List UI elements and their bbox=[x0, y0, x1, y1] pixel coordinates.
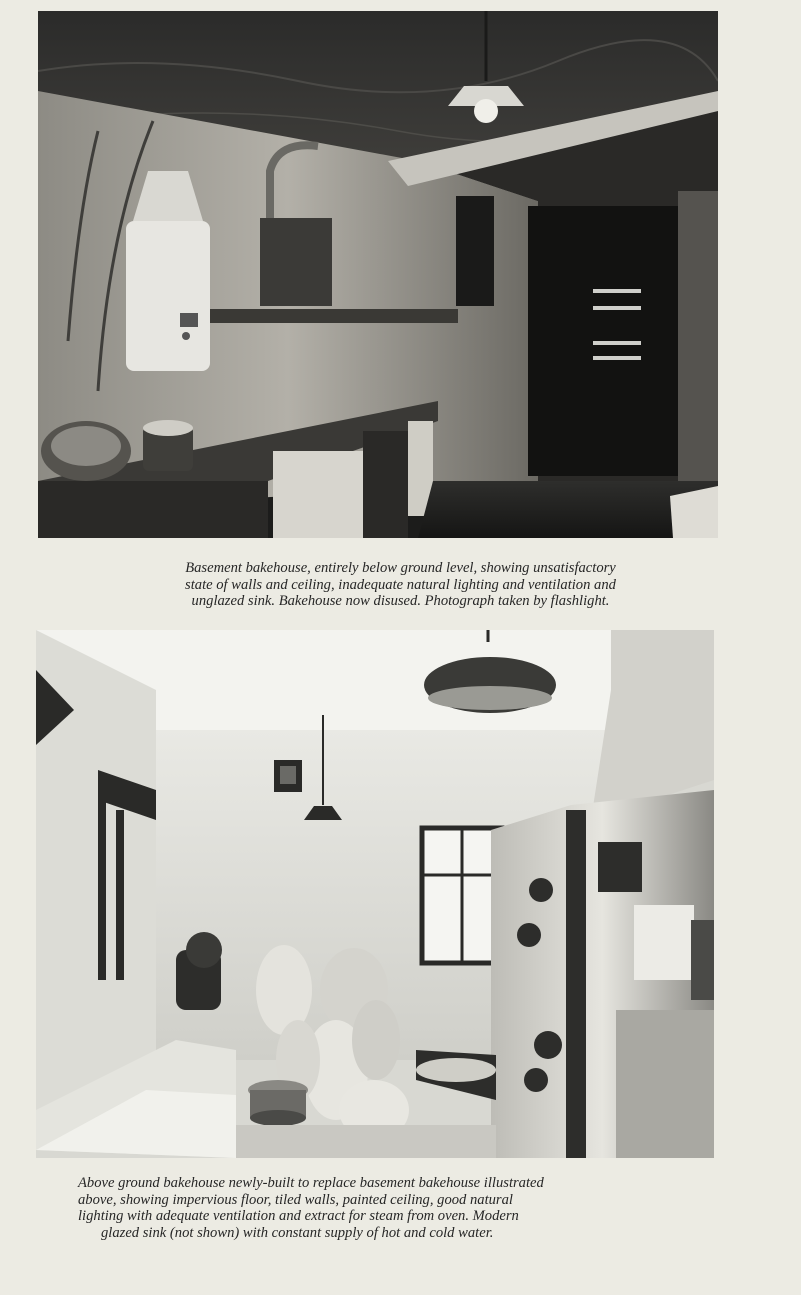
caption-line: lighting with adequate ventilation and extract for steam from oven. Modern bbox=[78, 1208, 519, 1224]
caption-line: unglazed sink. Bakehouse now disused. Photograph taken by flashlight. bbox=[191, 593, 610, 609]
caption-line: glazed sink (not shown) with constant supply of hot and cold water. bbox=[101, 1224, 494, 1241]
caption-line: above, showing impervious floor, tiled walls, painted ceiling, good natural bbox=[78, 1191, 513, 1208]
caption-line: Above ground bakehouse newly-built to replace basement bakehouse illustrated bbox=[78, 1175, 544, 1191]
basement-bakehouse-photo bbox=[38, 11, 718, 538]
caption-line: Basement bakehouse, entirely below ground level, showing unsatisfactory bbox=[185, 560, 616, 576]
basement-bakehouse-illustration bbox=[38, 11, 718, 538]
caption-line: state of walls and ceiling, inadequate natural lighting and ventilation and bbox=[185, 576, 616, 593]
new-bakehouse-caption bbox=[0, 1175, 801, 1241]
new-bakehouse-illustration bbox=[36, 630, 714, 1158]
basement-bakehouse-caption bbox=[0, 560, 801, 610]
new-bakehouse-photo bbox=[36, 630, 714, 1158]
